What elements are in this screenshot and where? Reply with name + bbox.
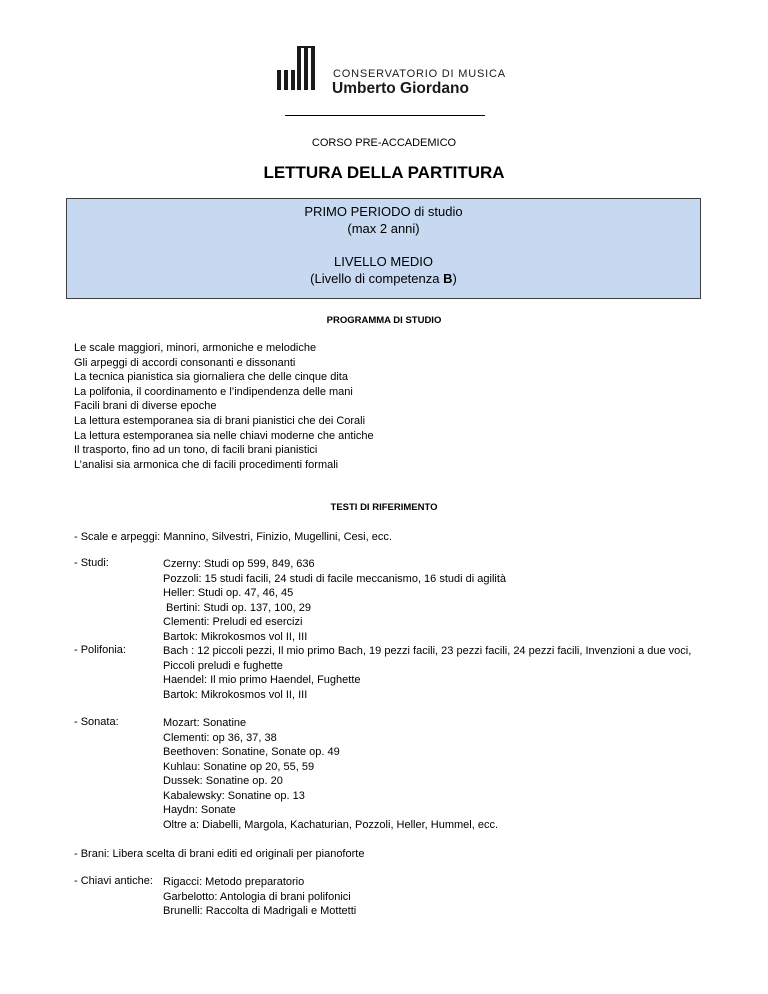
chiavi-label: - Chiavi antiche: [74, 875, 153, 887]
list-item: Haendel: Il mio primo Haendel, Fughette [163, 674, 361, 686]
scale-arpeggi-line: - Scale e arpeggi: Mannino, Silvestri, Finizio, Mugellini, Cesi, ecc. [74, 531, 392, 543]
programma-heading: PROGRAMMA DI STUDIO [326, 315, 442, 326]
page-title: LETTURA DELLA PARTITURA [263, 163, 505, 182]
period-duration: (max 2 anni) [347, 221, 420, 236]
list-item: Bach : 12 piccoli pezzi, Il mio primo Bach, 19 pezzi facili, 23 pezzi facili, 24 pezzi facili, Invenzioni a due voci, Piccoli preludi e fughette [163, 645, 692, 672]
header-divider [285, 115, 485, 116]
studi-label: - Studi: [74, 557, 109, 569]
list-item: Bertini: Studi op. 137, 100, 29 [163, 601, 311, 614]
chiavi-list [163, 875, 723, 919]
list-item: L’analisi sia armonica che di facili procedimenti formali [74, 458, 339, 471]
list-item: La tecnica pianistica sia giornaliera che delle cinque dita [74, 371, 348, 384]
list-item: La lettura estemporanea sia di brani pianistici che dei Corali [74, 414, 366, 427]
testi-heading: TESTI DI RIFERIMENTO [330, 502, 438, 513]
studi-list [163, 557, 723, 644]
list-item: Kabalewsky: Sonatine op. 13 [163, 789, 305, 802]
sonata-label: - Sonata: [74, 716, 119, 728]
level-line: LIVELLO MEDIO [334, 254, 433, 269]
polifonia-list [163, 644, 723, 702]
list-item: Czerny: Studi op 599, 849, 636 [163, 558, 315, 570]
logo-line2: Umberto Giordano [332, 80, 469, 97]
list-item: Facili brani di diverse epoche [74, 400, 217, 413]
list-item: Clementi: Preludi ed esercizi [163, 616, 303, 628]
period-line: PRIMO PERIODO di studio [304, 204, 463, 219]
logo-line1: CONSERVATORIO DI MUSICA [333, 68, 506, 80]
list-item: Heller: Studi op. 47, 46, 45 [163, 587, 294, 599]
list-item: Rigacci: Metodo preparatorio [163, 876, 305, 888]
period-box [66, 198, 701, 299]
conservatory-logo-icon [277, 46, 329, 94]
list-item: Le scale maggiori, minori, armoniche e melodiche [74, 342, 317, 354]
list-item: Gli arpeggi di accordi consonanti e dissonanti [74, 356, 296, 369]
list-item: Bartok: Mikrokosmos vol II, III [163, 630, 308, 643]
list-item: La polifonia, il coordinamento e l’indipendenza delle mani [74, 385, 353, 398]
list-item: Brunelli: Raccolta di Madrigali e Mottetti [163, 905, 357, 917]
competence-line: (Livello di competenza B) [310, 271, 457, 286]
list-item: Clementi: op 36, 37, 38 [163, 731, 277, 744]
list-item: Pozzoli: 15 studi facili, 24 studi di facile meccanismo, 16 studi di agilità [163, 572, 507, 585]
list-item: Beethoven: Sonatine, Sonate op. 49 [163, 746, 340, 758]
list-item: Mozart: Sonatine [163, 717, 247, 729]
list-item: Garbelotto: Antologia di brani polifonici [163, 890, 351, 903]
list-item: Dussek: Sonatine op. 20 [163, 775, 283, 787]
list-item: Il trasporto, fino ad un tono, di facili brani pianistici [74, 444, 318, 457]
list-item: Oltre a: Diabelli, Margola, Kachaturian, Pozzoli, Heller, Hummel, ecc. [163, 818, 499, 831]
brani-line: - Brani: Libera scelta di brani editi ed originali per pianoforte [74, 848, 365, 860]
sonata-list [163, 716, 723, 832]
list-item: Bartok: Mikrokosmos vol II, III [163, 688, 308, 701]
course-label: CORSO PRE-ACCADEMICO [311, 137, 457, 149]
list-item: La lettura estemporanea sia nelle chiavi moderne che antiche [74, 429, 374, 442]
programma-list [74, 341, 374, 472]
polifonia-label: - Polifonia: [74, 644, 126, 656]
list-item: Kuhlau: Sonatine op 20, 55, 59 [163, 760, 315, 773]
list-item: Haydn: Sonate [163, 804, 236, 816]
